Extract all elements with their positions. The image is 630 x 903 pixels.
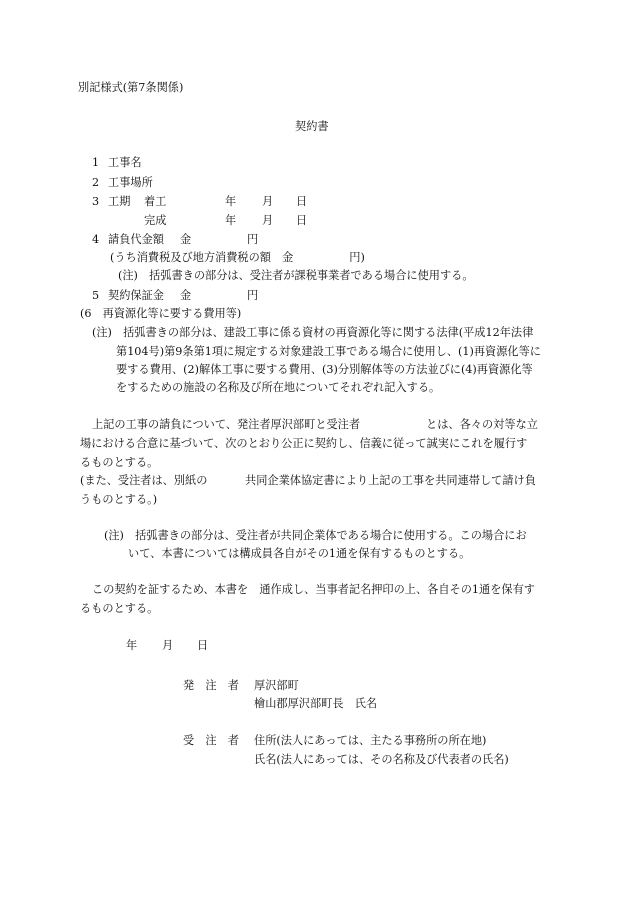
end-label: 完成 xyxy=(144,214,167,227)
body-line: 場における合意に基づいて、次のとおり公正に契約し、信義に従って誠実にこれを履行す xyxy=(80,437,528,450)
day-label: 日 xyxy=(296,214,308,227)
jv-note-line: (注) 括弧書きの部分は、受注者が共同企業体である場合に使用する。この場合にお xyxy=(104,529,527,542)
kin-label: 金 xyxy=(180,289,192,302)
body-line: うものとする。) xyxy=(80,493,158,506)
item-label: 工事場所 xyxy=(108,176,153,189)
orderer-representative: 檜山郡厚沢部町長 氏名 xyxy=(254,697,378,710)
item-number: 5 xyxy=(92,289,100,302)
body-line: 上記の工事の請負について、発注者厚沢部町と受注者 xyxy=(92,418,361,431)
recycling-note-line: (注) 括弧書きの部分は、建設工事に係る資材の再資源化等に関する法律(平成12年法律 xyxy=(92,326,534,339)
contractor-role: 受 注 者 xyxy=(183,734,239,747)
start-label: 着工 xyxy=(144,195,167,208)
item-label: (6 再資源化等に要する費用等) xyxy=(80,307,242,320)
tax-note: (注) 括弧書きの部分は、受注者が課税事業者である場合に使用する。 xyxy=(118,269,474,282)
closing-line: るものとする。 xyxy=(80,602,159,615)
form-label: 別記様式(第7条関係) xyxy=(78,81,184,94)
item-number: 4 xyxy=(92,233,100,246)
recycling-note-line: をするための施設の名称及び所在地についてそれぞれ記入する。 xyxy=(116,381,441,394)
item-number: 2 xyxy=(92,176,100,189)
body-line: とは、各々の対等な立 xyxy=(426,418,538,431)
yen-label: 円 xyxy=(247,289,259,302)
year-label: 年 xyxy=(225,214,237,227)
date-day: 日 xyxy=(197,639,209,652)
document-title: 契約書 xyxy=(295,120,329,133)
date-month: 月 xyxy=(162,639,174,652)
recycling-note-line: 第104号)第9条第1項に規定する対象建設工事である場合に使用し、(1)再資源化等に xyxy=(116,345,541,358)
contractor-name: 氏名(法人にあっては、その名称及び代表者の氏名) xyxy=(254,753,509,766)
yen-label: 円 xyxy=(247,233,259,246)
item-label: 工期 xyxy=(108,195,131,208)
item-label: 工事名 xyxy=(108,156,142,169)
kin-label: 金 xyxy=(180,233,192,246)
year-label: 年 xyxy=(225,195,237,208)
body-line: (また、受注者は、別紙の xyxy=(80,474,208,487)
orderer-name: 厚沢部町 xyxy=(254,679,299,692)
jv-note-line: いて、本書については構成員各自がその1通を保有するものとする。 xyxy=(128,547,471,560)
tax-line: (うち消費税及び地方消費税の額 金 円) xyxy=(110,251,365,264)
orderer-role: 発 注 者 xyxy=(183,679,239,692)
month-label: 月 xyxy=(262,214,274,227)
date-year: 年 xyxy=(126,639,138,652)
body-line: るものとする。 xyxy=(80,456,159,469)
contractor-address: 住所(法人にあっては、主たる事務所の所在地) xyxy=(254,734,487,747)
closing-line: この契約を証するため、本書を 通作成し、当事者記名押印の上、各自その1通を保有す xyxy=(92,583,535,596)
item-number: 1 xyxy=(92,156,100,169)
day-label: 日 xyxy=(296,195,308,208)
item-label: 契約保証金 xyxy=(108,289,164,302)
month-label: 月 xyxy=(262,195,274,208)
item-number: 3 xyxy=(92,195,100,208)
body-line: 共同企業体協定書により上記の工事を共同連帯して請け負 xyxy=(245,474,536,487)
item-label: 請負代金額 xyxy=(108,233,164,246)
recycling-note-line: 要する費用、(2)解体工事に要する費用、(3)分別解体等の方法並びに(4)再資源化等 xyxy=(116,363,533,376)
